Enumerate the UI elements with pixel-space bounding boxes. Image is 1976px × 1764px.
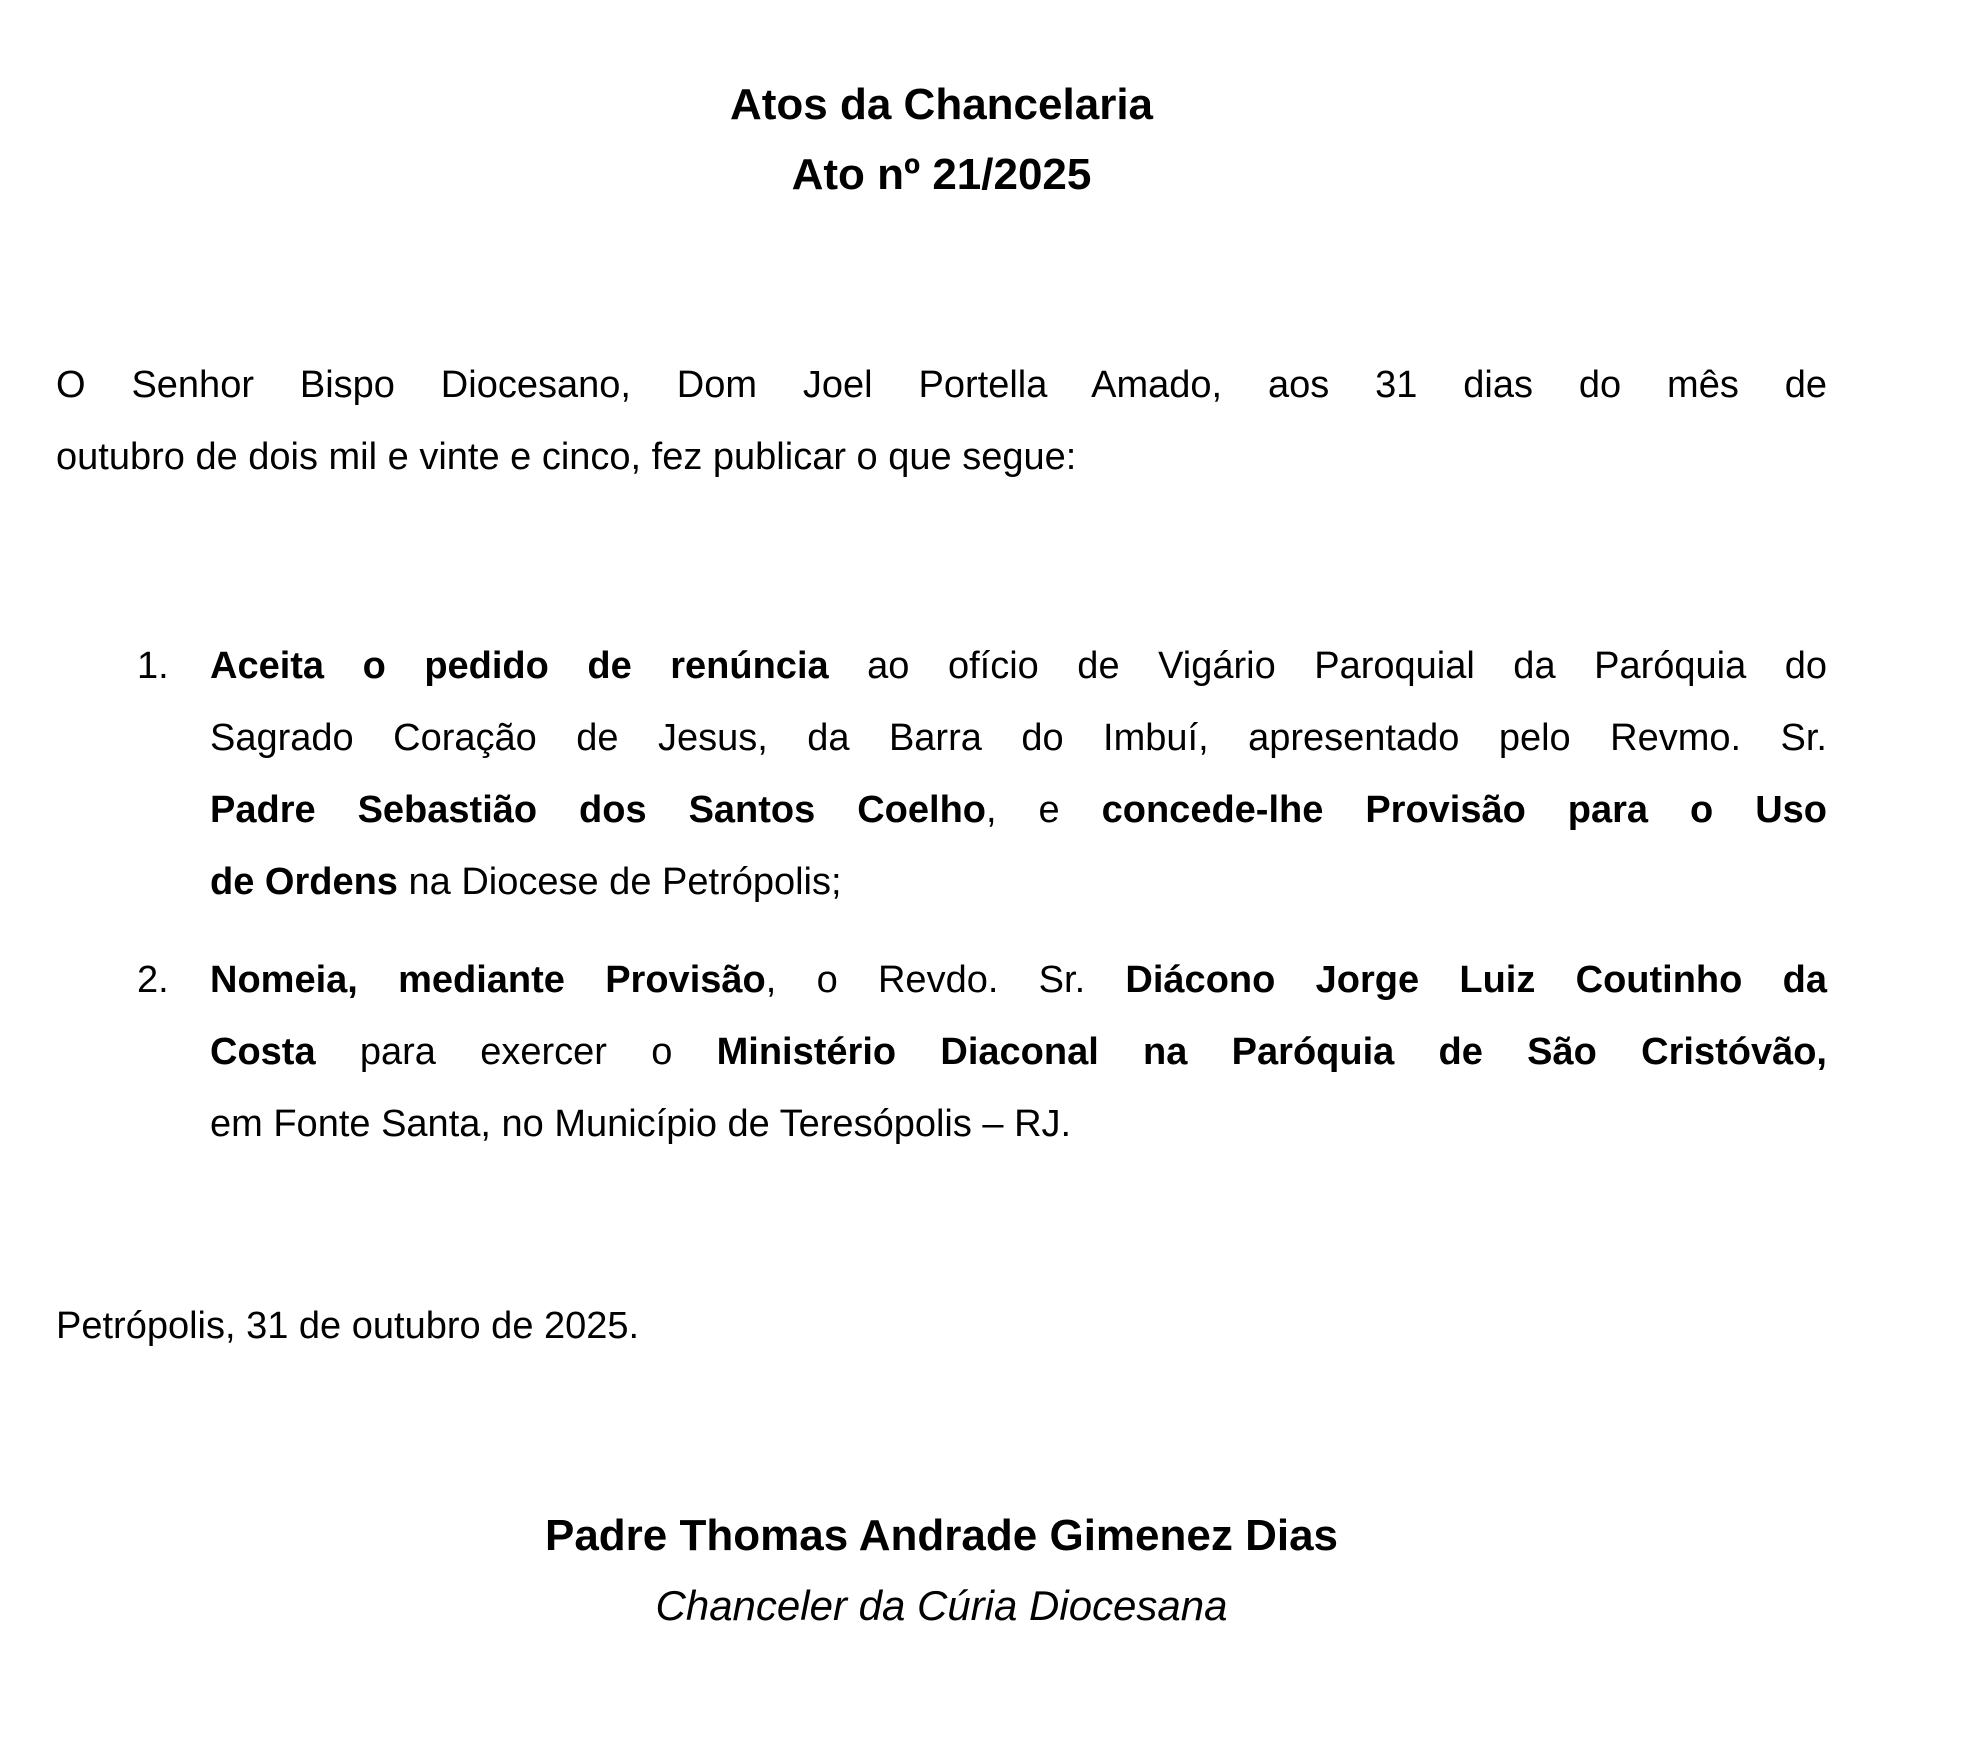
bold-text-run: Diácono Jorge Luiz Coutinho da — [1125, 959, 1827, 1001]
text-run: na Diocese de Petrópolis; — [397, 861, 842, 903]
bold-text-run: concede-lhe Provisão para o Uso — [1101, 789, 1827, 831]
closing-place-date: Petrópolis, 31 de outubro de 2025. — [56, 1305, 640, 1347]
list-item-1-text — [210, 630, 1827, 918]
signature-role: Chanceler da Cúria Diocesana — [655, 1582, 1228, 1629]
signature-name: Padre Thomas Andrade Gimenez Dias — [544, 1511, 1339, 1560]
bold-text-run: Aceita o pedido de renúncia — [210, 645, 829, 687]
list-item-1 — [56, 630, 1827, 918]
title-line-2: Ato nº 21/2025 — [791, 150, 1092, 199]
item-2-line-1 — [210, 944, 1827, 1016]
document-title — [56, 70, 1827, 210]
text-run: O Senhor Bispo Diocesano, Dom Joel Portella Amado, aos 31 dias do mês de — [56, 364, 1827, 406]
item-2-line-3 — [210, 1088, 1827, 1160]
list-item-1-number: 1. — [137, 645, 169, 687]
item-1-line-3 — [210, 774, 1827, 846]
signature-block — [56, 1501, 1827, 1641]
bold-text-run: de Ordens — [210, 861, 398, 903]
intro-paragraph — [56, 349, 1827, 493]
item-2-line-2 — [210, 1016, 1827, 1088]
list-item-2-number: 2. — [137, 959, 169, 1001]
title-line-1: Atos da Chancelaria — [729, 80, 1154, 129]
bold-text-run: Nomeia, mediante Provisão — [210, 959, 766, 1001]
text-run: outubro de dois mil e vinte e cinco, fez publicar o que segue: — [56, 436, 1077, 478]
text-run: Sagrado Coração de Jesus, da Barra do Imbuí, apresentado pelo Revmo. Sr. — [210, 717, 1827, 759]
list-item-2-text — [210, 944, 1827, 1160]
bold-text-run: Costa — [210, 1031, 316, 1073]
text-run: ao ofício de Vigário Paroquial da Paróquia do — [828, 645, 1828, 687]
text-run: para exercer o — [315, 1031, 717, 1073]
text-run: , o Revdo. Sr. — [765, 959, 1126, 1001]
text-run: em Fonte Santa, no Município de Teresópolis – RJ. — [210, 1103, 1072, 1145]
item-1-line-4 — [210, 846, 1827, 918]
text-run: , e — [986, 789, 1102, 831]
intro-line-2 — [56, 421, 1827, 493]
item-1-line-2 — [210, 702, 1827, 774]
intro-line-1 — [56, 349, 1827, 421]
act-list — [56, 630, 1827, 1160]
bold-text-run: Padre Sebastião dos Santos Coelho — [210, 789, 986, 831]
bold-text-run: Ministério Diaconal na Paróquia de São Cristóvão, — [716, 1031, 1827, 1073]
list-item-2 — [56, 944, 1827, 1160]
item-1-line-1 — [210, 630, 1827, 702]
